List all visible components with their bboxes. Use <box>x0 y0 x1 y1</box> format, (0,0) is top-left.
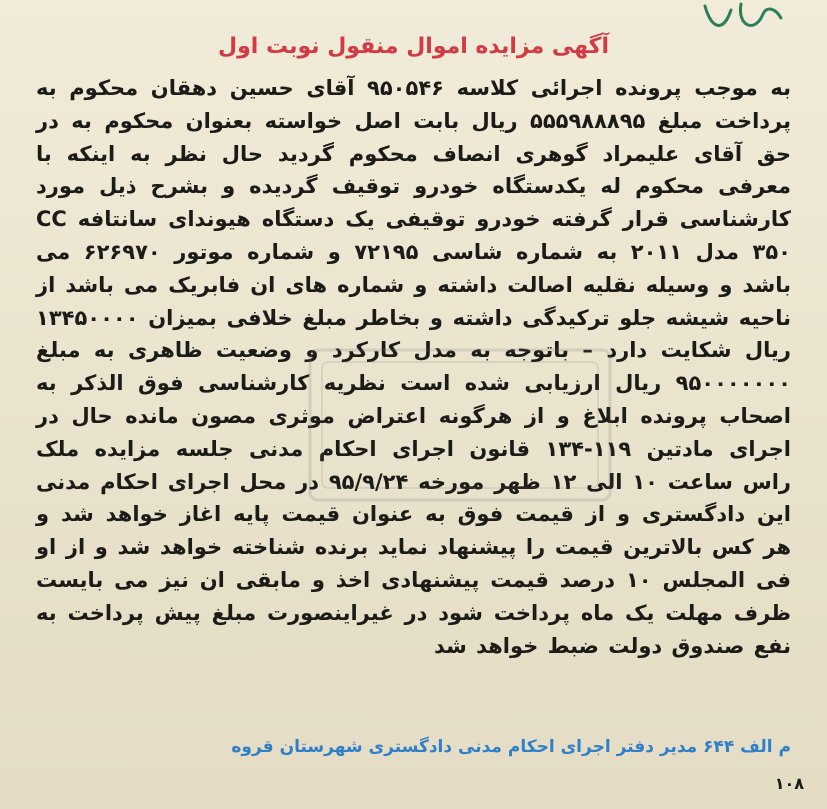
notice-title: آگهی مزایده اموال منقول نوبت اول <box>217 34 610 59</box>
notice-body: به موجب پرونده اجرائی کلاسه ۹۵۰۵۴۶ آقای حسین دهقان محکوم به پرداخت مبلغ ۵۵۵۹۸۸۸۹۵ ریال بابت اصل خواسته بعنوان محکوم به در حق آقای علیمراد گوهری انصاف محکوم گردید حال نظر به اینکه با معرفی محکوم له یکدستگاه خودرو توقیف گردیده و بشرح ذیل مورد کارشناسی قرار گرفته خودرو توقیفی یک دستگاه هیوندای سانتافه CC ۳۵۰ مدل ۲۰۱۱ به شماره شاسی ۷۲۱۹۵ و شماره موتور ۶۲۶۹۷۰ می باشد و وسیله نقلیه اصالت داشته و شماره های ان فابریک می باشد از ناحیه شیشه جلو ترکیدگی داشته و بخاطر مبلغ خلافی بمیزان ۱۳۴۵۰۰۰۰ ریال شکایت دارد – باتوجه به مدل کارکرد و وضعیت ظاهری به مبلغ ۹۵۰۰۰۰۰۰۰ ریال ارزیابی شده است نظریه کارشناسی فوق الذکر به اصحاب پرونده ابلاغ و از هرگونه اعتراض موثری مصون مانده حال در اجرای مادتین ۱۱۹-۱۳۴ قانون اجرای احکام مدنی جلسه مزایده ملک راس ساعت ۱۰ الی ۱۲ ظهر مورخه ۹۵/۹/۲۴ در محل اجرای احکام مدنی این دادگستری و از قیمت فوق به عنوان قیمت پایه اغاز خواهد شد و هر کس بالاترین قیمت را پیشنهاد نماید برنده شناخته خواهد شد و از او فی المجلس ۱۰ درصد قیمت پیشنهادی اخذ و مابقی ان نیز می بایست ظرف مهلت یک ماه پرداخت شود در غیراینصورت مبلغ پیش پرداخت به نفع صندوق دولت ضبط خواهد شد <box>36 76 792 658</box>
notice-signature: م الف ۶۴۴ مدیر دفتر اجرای احکام مدنی دادگستری شهرستان قروه <box>231 737 791 757</box>
notice-code: ۱۰۸ <box>774 774 804 793</box>
